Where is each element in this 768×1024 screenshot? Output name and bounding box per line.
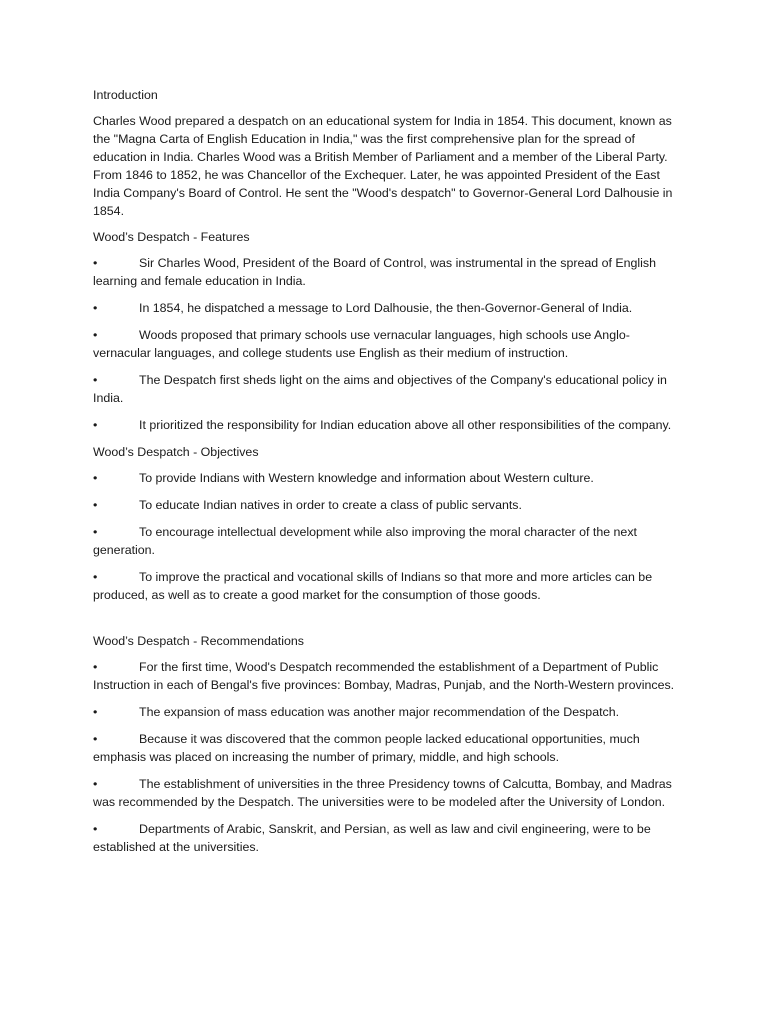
list-item — [93, 326, 683, 362]
list-item — [93, 658, 683, 694]
list-item — [93, 568, 683, 604]
list-item — [93, 371, 683, 407]
section-heading-objectives: Wood’s Despatch - Objectives — [93, 445, 259, 459]
list-item-text: To encourage intellectual development while also improving the moral character of the next generation. — [93, 525, 637, 557]
section-heading-recommendations: Wood’s Despatch - Recommendations — [93, 634, 304, 648]
list-item-text: The expansion of mass education was another major recommendation of the Despatch. — [139, 705, 620, 719]
objectives-list — [93, 469, 683, 604]
list-item — [93, 703, 683, 721]
list-item-text: Sir Charles Wood, President of the Board of Control, was instrumental in the spread of English learning and female education in India. — [93, 256, 657, 288]
bullet-icon: • — [93, 732, 98, 746]
list-item — [93, 523, 683, 559]
bullet-icon: • — [93, 705, 98, 719]
bullet-icon: • — [93, 256, 98, 270]
list-item-text: Woods proposed that primary schools use vernacular languages, high schools use Anglo-vernacular languages, and college students use English as their medium of instruction. — [93, 328, 630, 360]
bullet-icon: • — [93, 373, 98, 387]
list-item-text: For the first time, Wood's Despatch recommended the establishment of a Department of Public Instruction in each of Bengal's five provinces: Bombay, Madras, Punjab, and the North-Western provinces. — [93, 660, 675, 692]
list-item-text: Because it was discovered that the common people lacked educational opportunities, much emphasis was placed on increasing the number of primary, middle, and high schools. — [93, 732, 640, 764]
bullet-icon: • — [93, 777, 98, 791]
list-item-text: To improve the practical and vocational skills of Indians so that more and more articles can be produced, as well as to create a good market for the consumption of those goods. — [93, 570, 653, 602]
list-item — [93, 496, 683, 514]
bullet-icon: • — [93, 328, 98, 342]
section-heading-introduction: Introduction — [93, 88, 158, 102]
bullet-icon: • — [93, 660, 98, 674]
list-item-text: The establishment of universities in the three Presidency towns of Calcutta, Bombay, and Madras was recommended by the Despatch. The universities were to be modeled after the University of London. — [93, 777, 672, 809]
bullet-icon: • — [93, 471, 98, 485]
introduction-paragraph: Charles Wood prepared a despatch on an educational system for India in 1854. This document, known as the "Magna Carta of English Education in India," was the first comprehensive plan for the spread of education in India. Charles Wood was a British Member of Parliament and a member of the Liberal Party. From 1846 to 1852, he was Chancellor of the Exchequer. Later, he was appointed President of the East India Company's Board of Control. He sent the "Wood's despatch" to Governor-General Lord Dalhousie in 1854. — [93, 114, 673, 218]
blank-line — [93, 613, 683, 632]
bullet-icon: • — [93, 570, 98, 584]
bullet-icon: • — [93, 301, 98, 315]
list-item — [93, 775, 683, 811]
list-item-text: It prioritized the responsibility for Indian education above all other responsibilities of the company. — [139, 418, 672, 432]
list-item-text: Departments of Arabic, Sanskrit, and Persian, as well as law and civil engineering, were to be established at the universities. — [93, 822, 651, 854]
list-item-text: The Despatch first sheds light on the aims and objectives of the Company's educational policy in India. — [93, 373, 667, 405]
bullet-icon: • — [93, 418, 98, 432]
bullet-icon: • — [93, 525, 98, 539]
features-list — [93, 254, 683, 434]
bullet-icon: • — [93, 498, 98, 512]
list-item — [93, 416, 683, 434]
list-item-text: To educate Indian natives in order to create a class of public servants. — [139, 498, 522, 512]
list-item — [93, 254, 683, 290]
bullet-icon: • — [93, 822, 98, 836]
document-page — [93, 86, 683, 865]
section-heading-features: Wood’s Despatch - Features — [93, 230, 250, 244]
recommendations-list — [93, 658, 683, 856]
list-item — [93, 299, 683, 317]
list-item — [93, 469, 683, 487]
list-item — [93, 730, 683, 766]
list-item-text: To provide Indians with Western knowledge and information about Western culture. — [139, 471, 594, 485]
list-item — [93, 820, 683, 856]
list-item-text: In 1854, he dispatched a message to Lord Dalhousie, the then-Governor-General of India. — [139, 301, 633, 315]
